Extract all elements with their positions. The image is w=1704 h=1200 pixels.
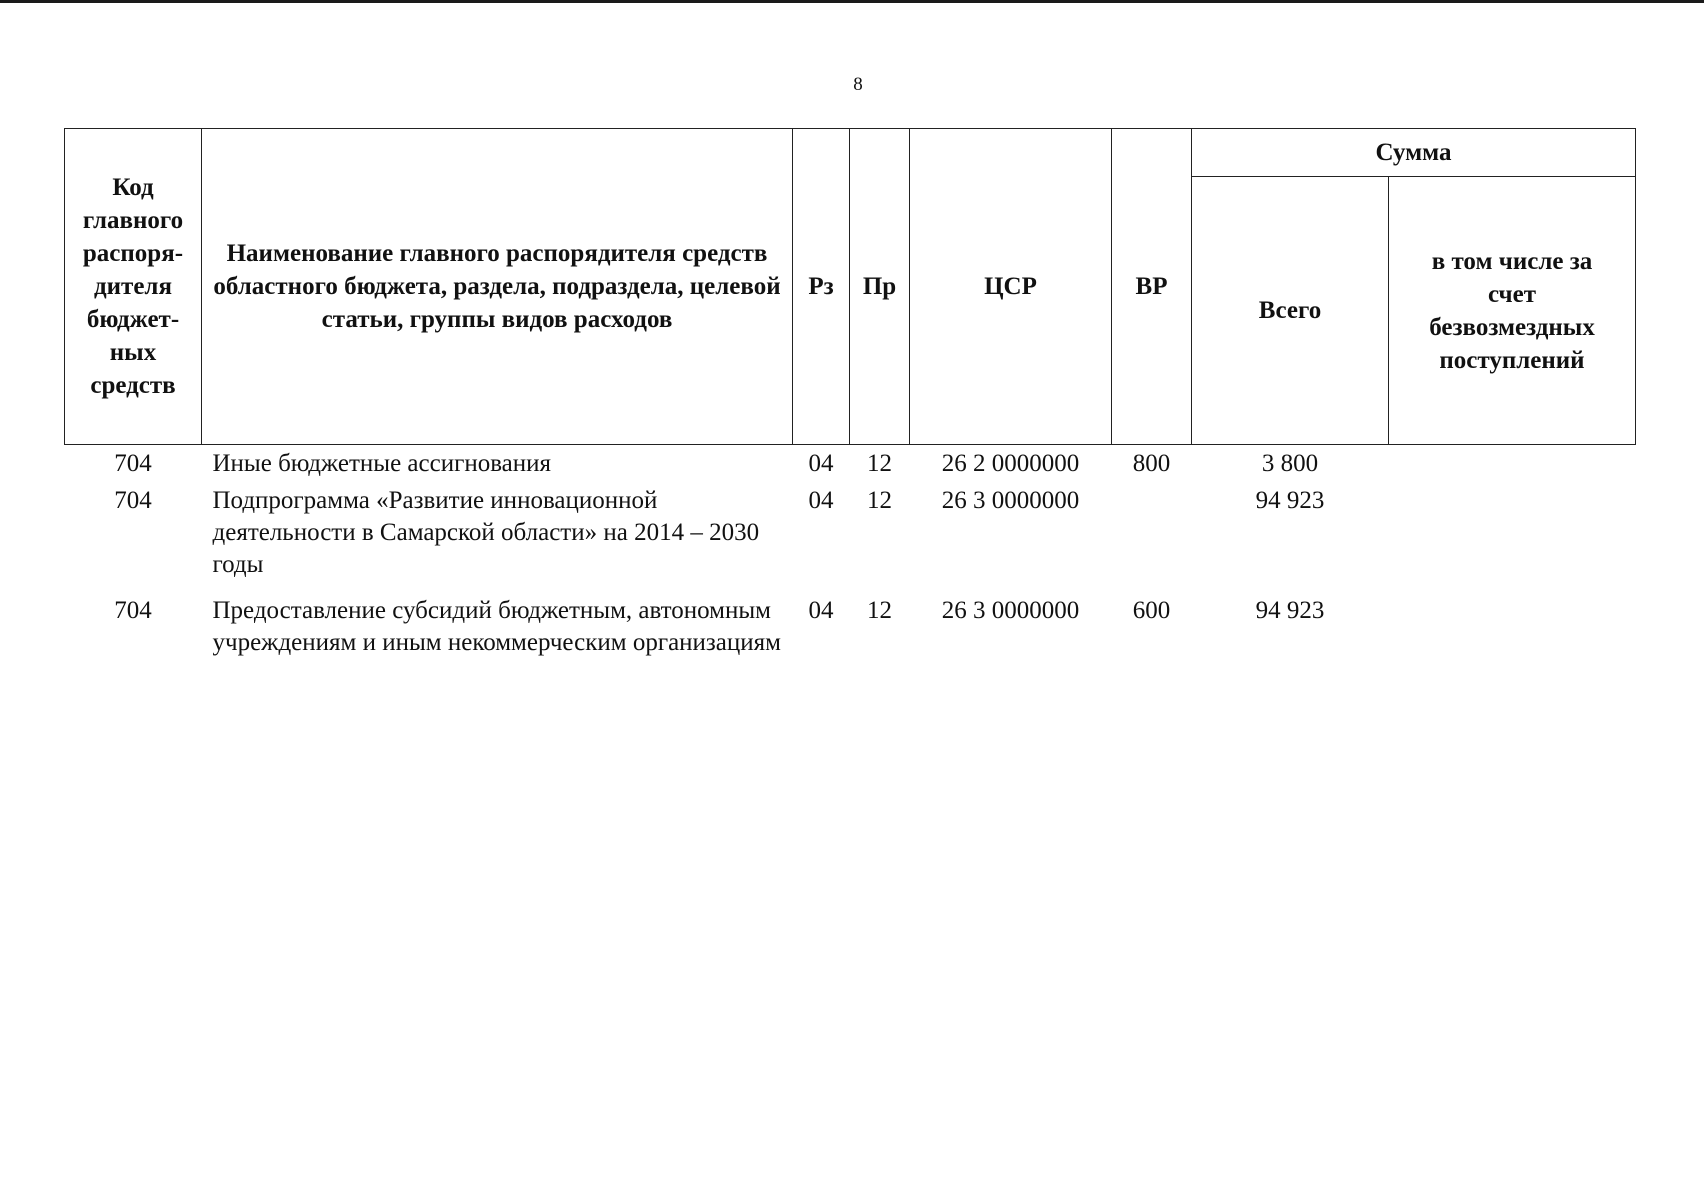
header-code: Код главного распоря-дителя бюджет-ных средств (65, 129, 202, 445)
header-vr: ВР (1112, 129, 1192, 445)
table-row (65, 480, 1636, 581)
table-row (65, 445, 1636, 481)
cell-pr: 12 (867, 597, 892, 624)
cell-including (1389, 480, 1636, 581)
cell-total: 94 923 (1255, 597, 1325, 624)
budget-table (64, 128, 1636, 659)
cell-name: Иные бюджетные ассигнования (212, 450, 552, 477)
cell-csr: 26 3 0000000 (941, 487, 1080, 514)
cell-total: 3 800 (1261, 450, 1319, 477)
table-row (65, 581, 1636, 659)
cell-total: 94 923 (1255, 487, 1325, 514)
cell-rz: 04 (808, 597, 834, 624)
header-total: Всего (1192, 177, 1389, 445)
header-pr: Пр (850, 129, 910, 445)
cell-rz: 04 (808, 487, 834, 514)
cell-name: Предоставление субсидий бюджетным, автономным учреждениям и иным некоммерческим организациям (212, 597, 781, 656)
header-including: в том числе за счет безвозмездных поступлений (1389, 177, 1636, 445)
header-sum: Сумма (1192, 129, 1636, 177)
cell-csr: 26 2 0000000 (941, 450, 1080, 477)
page-number: 8 (853, 74, 863, 95)
header-name: Наименование главного распорядителя средств областного бюджета, раздела, подраздела, целевой статьи, группы видов расходов (202, 129, 793, 445)
cell-vr (1112, 480, 1192, 581)
header-csr: ЦСР (910, 129, 1112, 445)
cell-vr: 600 (1132, 597, 1171, 624)
cell-name: Подпрограмма «Развитие инновационной деятельности в Самарской области» на 2014 – 2030 годы (212, 487, 760, 578)
cell-pr: 12 (867, 450, 892, 477)
cell-vr: 800 (1132, 450, 1171, 477)
cell-including (1389, 445, 1636, 481)
cell-csr: 26 3 0000000 (941, 597, 1080, 624)
cell-pr: 12 (867, 487, 892, 514)
cell-code: 704 (114, 487, 152, 514)
cell-code: 704 (114, 450, 152, 477)
cell-including (1389, 581, 1636, 659)
cell-code: 704 (114, 597, 152, 624)
cell-rz: 04 (808, 450, 834, 477)
header-rz: Рз (793, 129, 850, 445)
top-border-line (0, 0, 1704, 3)
